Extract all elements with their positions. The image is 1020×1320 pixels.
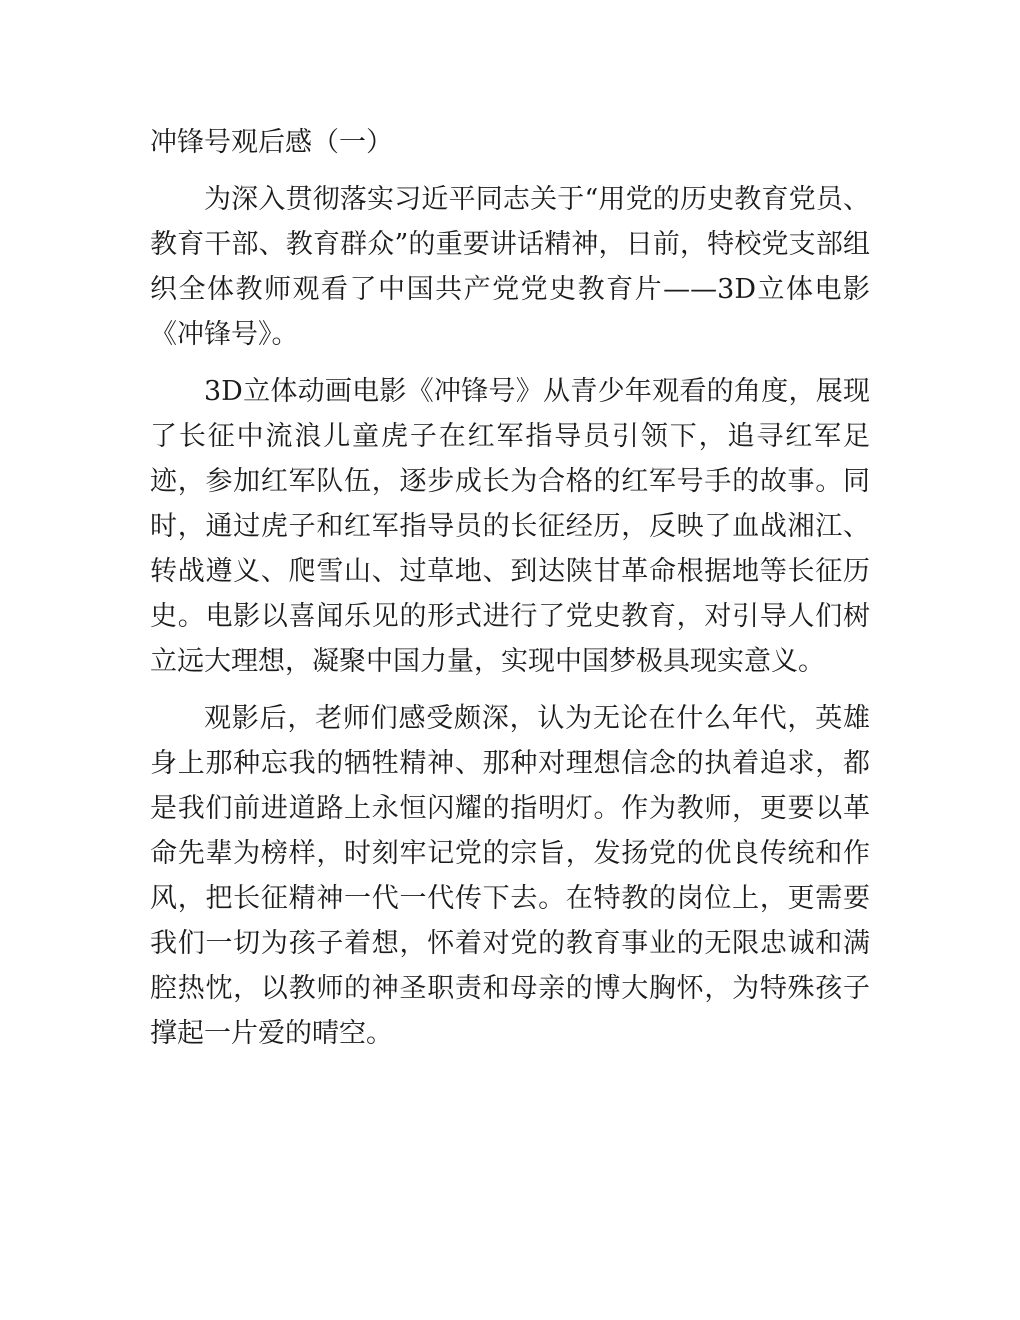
document-title: 冲锋号观后感（一） — [150, 127, 393, 158]
paragraph-2: 3D立体动画电影《冲锋号》从青少年观看的角度，展现了长征中流浪儿童虎子在红军指导员引领下，追寻红军足迹，参加红军队伍，逐步成长为合格的红军号手的故事。同时，通过虎子和红军指导员的长征经历，反映了血战湘江、转战遵义、爬雪山、过草地、到达陕甘革命根据地等长征历史。电影以喜闻乐见的形式进行了党史教育，对引导人们树立远大理想，凝聚中国力量，实现中国梦极具现实意义。 — [150, 376, 870, 677]
document-page — [150, 120, 870, 1068]
paragraph-3: 观影后，老师们感受颇深，认为无论在什么年代，英雄身上那种忘我的牺牲精神、那种对理想信念的执着追求，都是我们前进道路上永恒闪耀的指明灯。作为教师，更要以革命先辈为榜样，时刻牢记党的宗旨，发扬党的优良传统和作风，把长征精神一代一代传下去。在特教的岗位上，更需要我们一切为孩子着想，怀着对党的教育事业的无限忠诚和满腔热忱，以教师的神圣职责和母亲的博大胸怀，为特殊孩子撑起一片爱的晴空。 — [150, 703, 870, 1049]
paragraph-1: 为深入贯彻落实习近平同志关于“用党的历史教育党员、教育干部、教育群众”的重要讲话精神，日前，特校党支部组织全体教师观看了中国共产党党史教育片——3D立体电影《冲锋号》。 — [150, 184, 870, 350]
